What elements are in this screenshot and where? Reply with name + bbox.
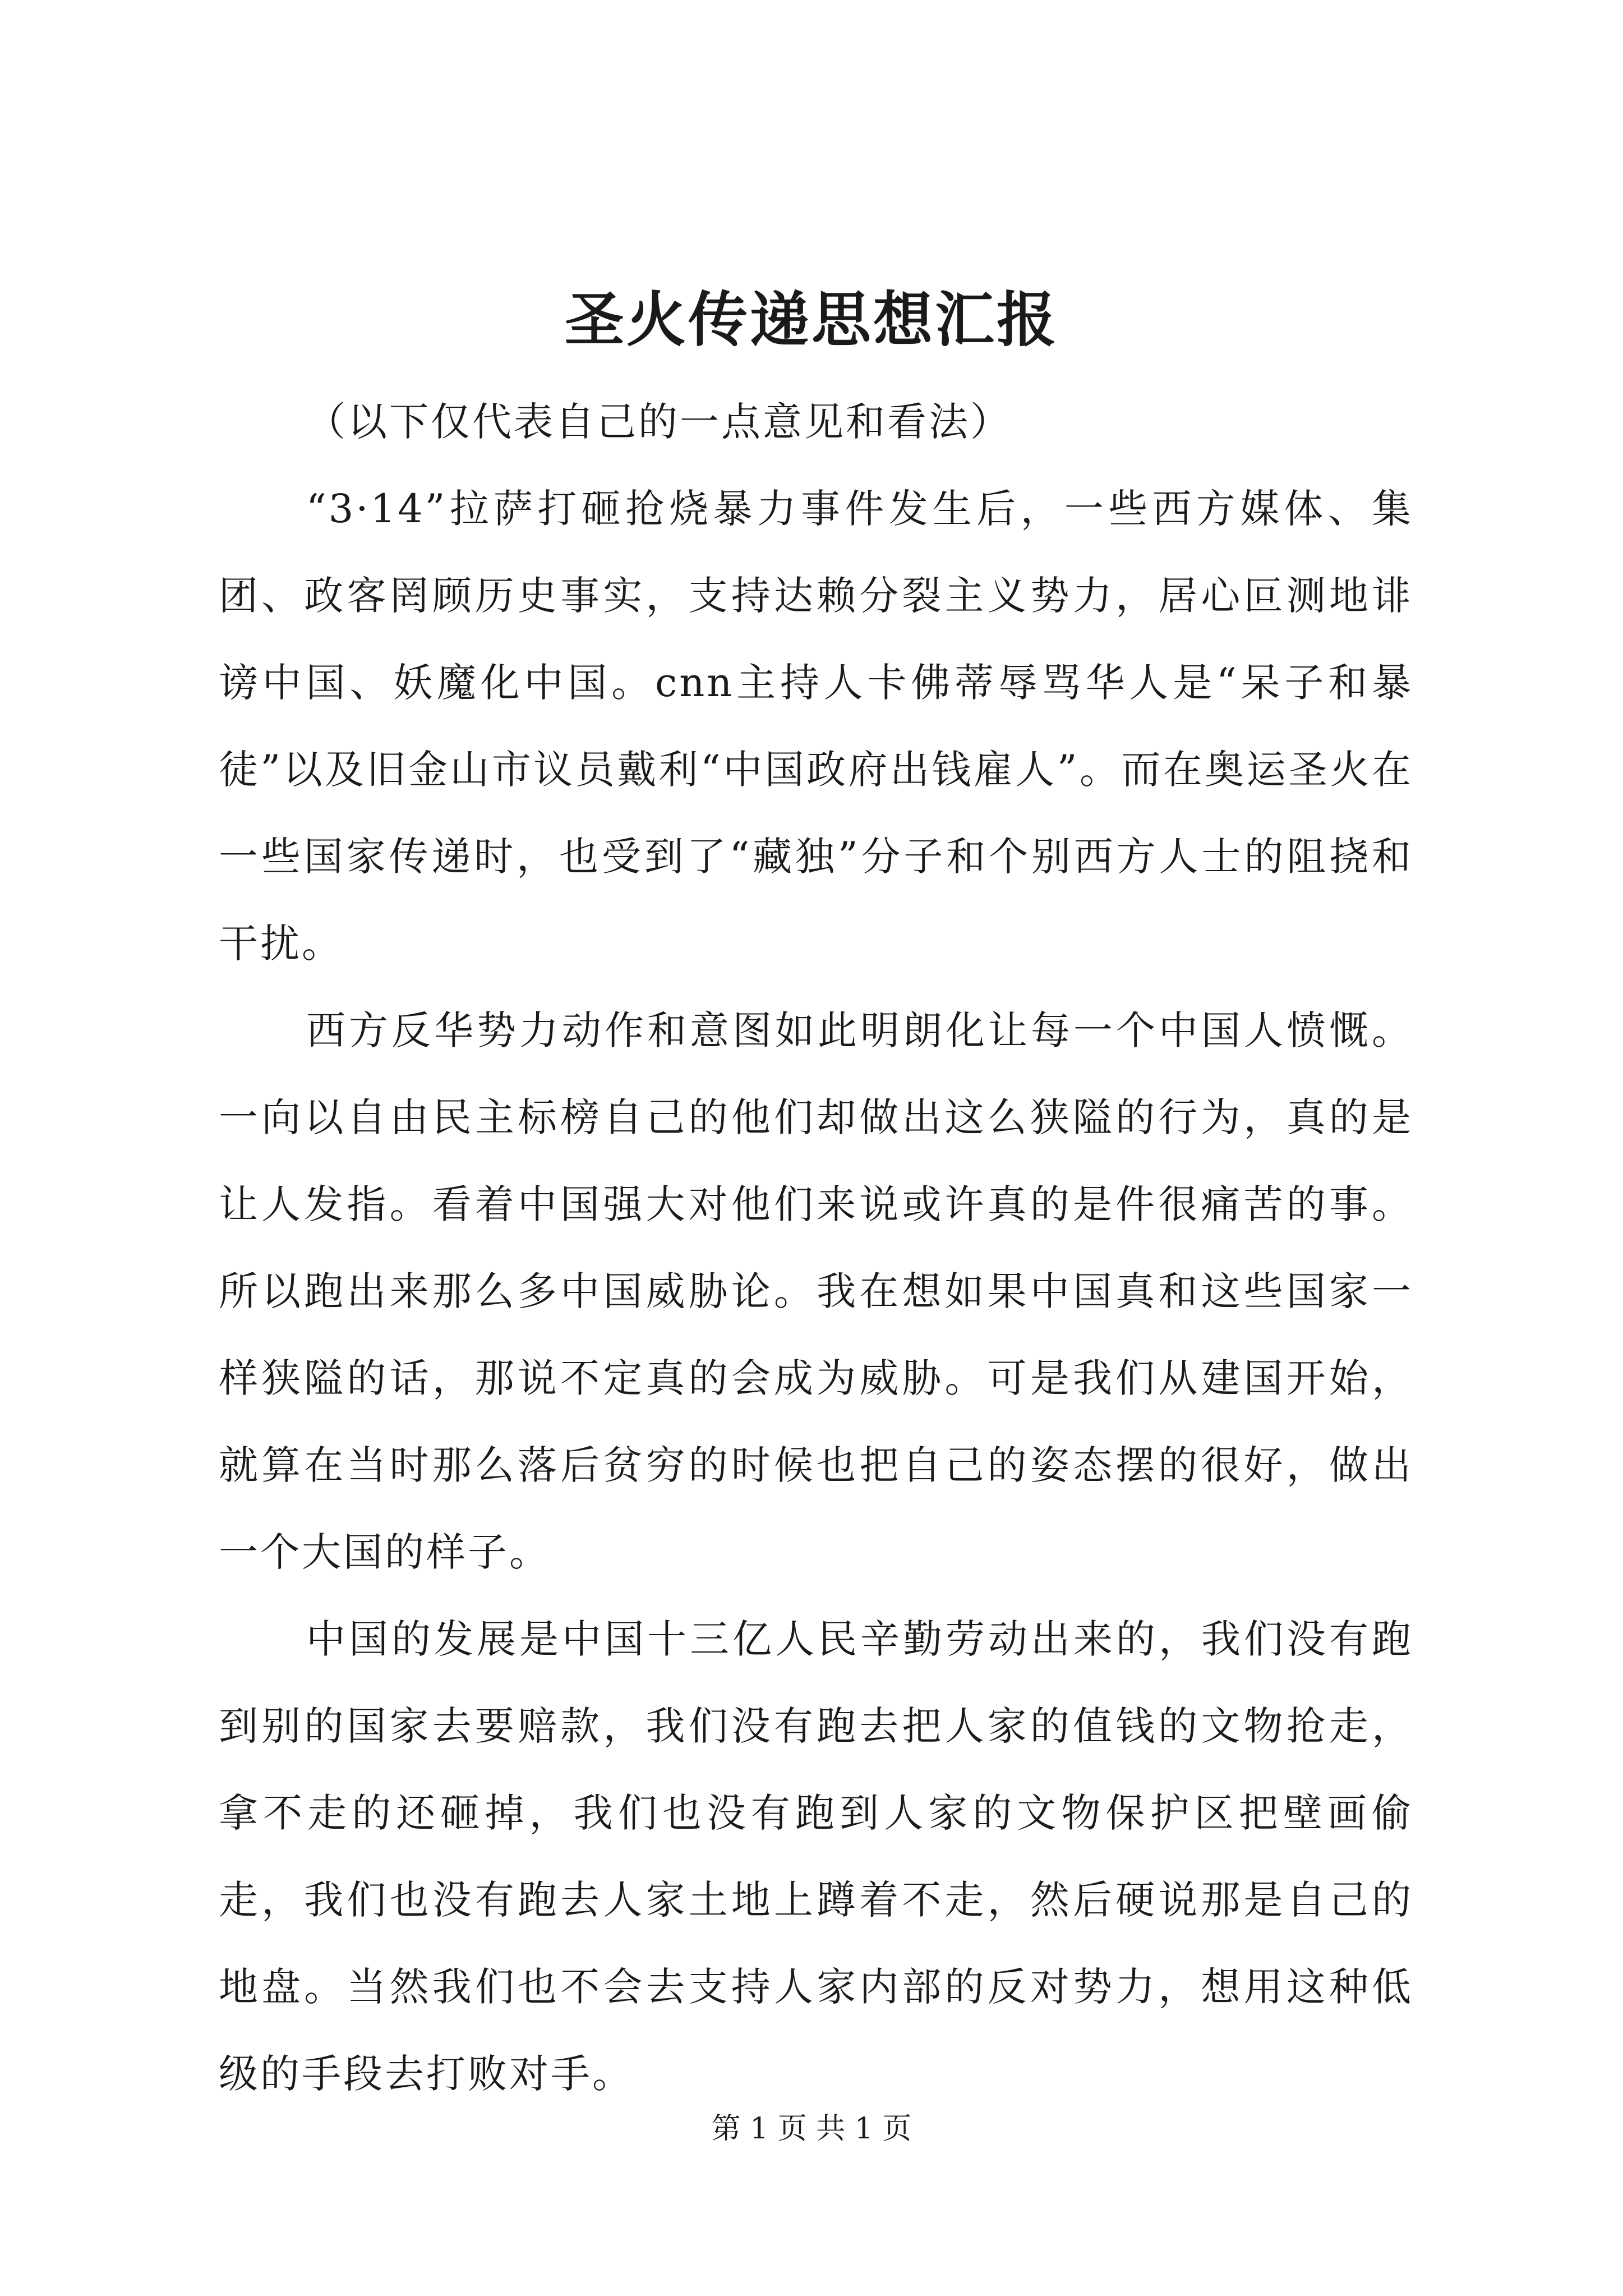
paragraph-note: （以下仅代表自己的一点意见和看法） <box>306 399 1012 445</box>
paragraph-1: “3·14”拉萨打砸抢烧暴力事件发生后，一些西方媒体、集团、政客罔顾历史事实，支持达赖分裂主义势力，居心叵测地诽谤中国、妖魔化中国。cnn主持人卡佛蒂辱骂华人是“呆子和暴徒”以及旧金山市议员戴利“中国政府出钱雇人”。而在奥运圣火在一些国家传递时，也受到了“藏独”分子和个别西方人士的阻挠和干扰。 <box>219 486 1413 967</box>
paragraph-3: 中国的发展是中国十三亿人民辛勤劳动出来的，我们没有跑到别的国家去要赔款，我们没有跑去把人家的值钱的文物抢走，拿不走的还砸掉，我们也没有跑到人家的文物保护区把壁画偷走，我们也没有跑去人家土地上蹲着不走，然后硬说那是自己的地盘。当然我们也不会去支持人家内部的反对势力，想用这种低级的手段去打败对手。 <box>219 1616 1413 2097</box>
document-body <box>219 379 1413 2118</box>
page-footer: 第 1 页 共 1 页 <box>711 2112 912 2146</box>
document-title: 圣火传递思想汇报 <box>565 284 1058 355</box>
paragraph-2: 西方反华势力动作和意图如此明朗化让每一个中国人愤慨。一向以自由民主标榜自己的他们却做出这么狭隘的行为，真的是让人发指。看着中国强大对他们来说或许真的是件很痛苦的事。所以跑出来那么多中国威胁论。我在想如果中国真和这些国家一样狭隘的话，那说不定真的会成为威胁。可是我们从建国开始，就算在当时那么落后贫穷的时候也把自己的姿态摆的很好，做出一个大国的样子。 <box>219 1007 1413 1575</box>
